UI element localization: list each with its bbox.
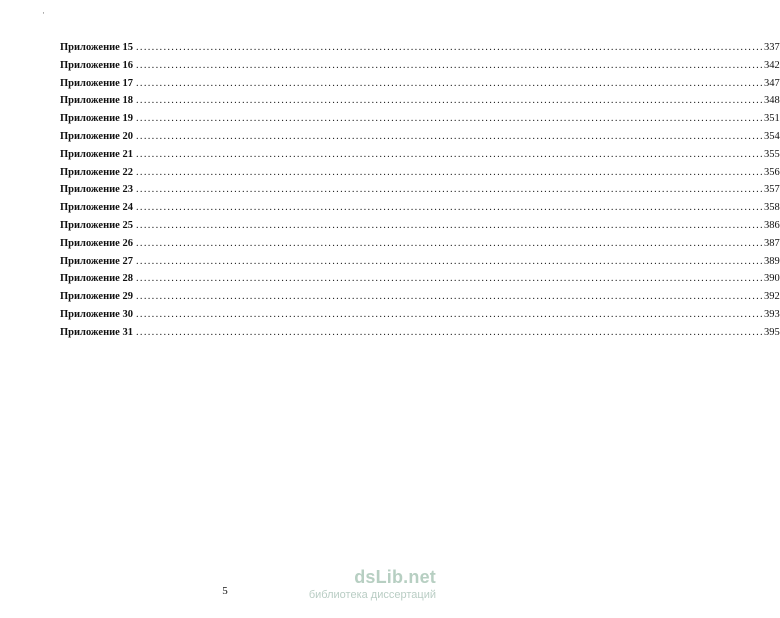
toc-entry	[60, 199, 780, 217]
toc-entry-label: Приложение 28	[60, 273, 133, 285]
dot-leader: ................................................................................................................................................................	[135, 219, 764, 231]
watermark-subtitle: библиотека диссертаций	[308, 589, 436, 601]
toc-entry-label: Приложение 26	[60, 237, 133, 249]
toc-entry-label: Приложение 23	[60, 184, 133, 196]
dot-leader: ................................................................................................................................................................	[135, 202, 764, 214]
toc-entry-page: 390	[763, 273, 780, 285]
dot-leader: ................................................................................................................................................................	[135, 184, 764, 196]
toc-entry-page: 389	[763, 255, 780, 267]
toc-entry-page: 387	[763, 237, 780, 249]
toc-entry-label: Приложение 22	[60, 166, 133, 178]
dot-leader: ................................................................................................................................................................	[135, 113, 764, 125]
dot-leader: ................................................................................................................................................................	[135, 130, 764, 142]
dot-leader: ................................................................................................................................................................	[135, 291, 764, 303]
toc-entry-page: 358	[763, 202, 780, 214]
toc-entry	[60, 164, 780, 182]
toc-entry-page: 356	[763, 166, 780, 178]
toc-entry-page: 354	[763, 130, 780, 142]
table-of-contents	[60, 39, 780, 342]
toc-entry	[60, 253, 780, 271]
toc-entry-label: Приложение 18	[60, 95, 133, 107]
toc-entry-label: Приложение 17	[60, 77, 133, 89]
toc-entry-label: Приложение 25	[60, 219, 133, 231]
dot-leader: ................................................................................................................................................................	[135, 308, 764, 320]
toc-entry	[60, 146, 780, 164]
toc-entry	[60, 128, 780, 146]
toc-entry-page: 342	[763, 59, 780, 71]
dot-leader: ................................................................................................................................................................	[135, 77, 764, 89]
toc-entry-label: Приложение 29	[60, 291, 133, 303]
corner-mark: ·	[42, 8, 45, 18]
toc-entry	[60, 39, 780, 57]
toc-entry-label: Приложение 30	[60, 308, 133, 320]
toc-entry	[60, 92, 780, 110]
toc-entry-page: 355	[763, 148, 780, 160]
dot-leader: ................................................................................................................................................................	[135, 148, 764, 160]
page-number: 5	[222, 585, 228, 597]
toc-entry-page: 337	[763, 42, 780, 53]
toc-entry-label: Приложение 21	[60, 148, 133, 160]
dot-leader: ................................................................................................................................................................	[135, 59, 764, 71]
toc-entry-label: Приложение 15	[60, 42, 133, 53]
toc-entry-label: Приложение 19	[60, 113, 133, 125]
toc-entry-label: Приложение 31	[60, 326, 133, 338]
toc-entry	[60, 110, 780, 128]
toc-entry	[60, 324, 780, 342]
toc-entry	[60, 75, 780, 93]
dot-leader: ................................................................................................................................................................	[135, 42, 764, 53]
toc-entry-page: 347	[763, 77, 780, 89]
toc-entry	[60, 270, 780, 288]
watermark-logo: dsLib.net	[354, 567, 436, 587]
toc-entry-label: Приложение 24	[60, 202, 133, 214]
toc-entry-label: Приложение 16	[60, 59, 133, 71]
toc-entry	[60, 57, 780, 75]
toc-entry	[60, 217, 780, 235]
toc-entry-label: Приложение 20	[60, 130, 133, 142]
dot-leader: ................................................................................................................................................................	[135, 273, 764, 285]
dot-leader: ................................................................................................................................................................	[135, 237, 764, 249]
toc-entry	[60, 235, 780, 253]
toc-entry-page: 351	[763, 113, 780, 125]
toc-entry-page: 357	[763, 184, 780, 196]
toc-entry-page: 348	[763, 95, 780, 107]
watermark	[309, 567, 436, 601]
toc-entry-page: 393	[763, 308, 780, 320]
dot-leader: ................................................................................................................................................................	[135, 255, 764, 267]
toc-entry	[60, 181, 780, 199]
toc-entry-page: 386	[763, 219, 780, 231]
toc-entry-page: 392	[763, 291, 780, 303]
toc-entry-label: Приложение 27	[60, 255, 133, 267]
toc-entry	[60, 306, 780, 324]
toc-entry	[60, 288, 780, 306]
dot-leader: ................................................................................................................................................................	[135, 326, 764, 338]
dot-leader: ................................................................................................................................................................	[135, 166, 764, 178]
toc-entry-page: 395	[763, 326, 780, 338]
dot-leader: ................................................................................................................................................................	[135, 95, 764, 107]
